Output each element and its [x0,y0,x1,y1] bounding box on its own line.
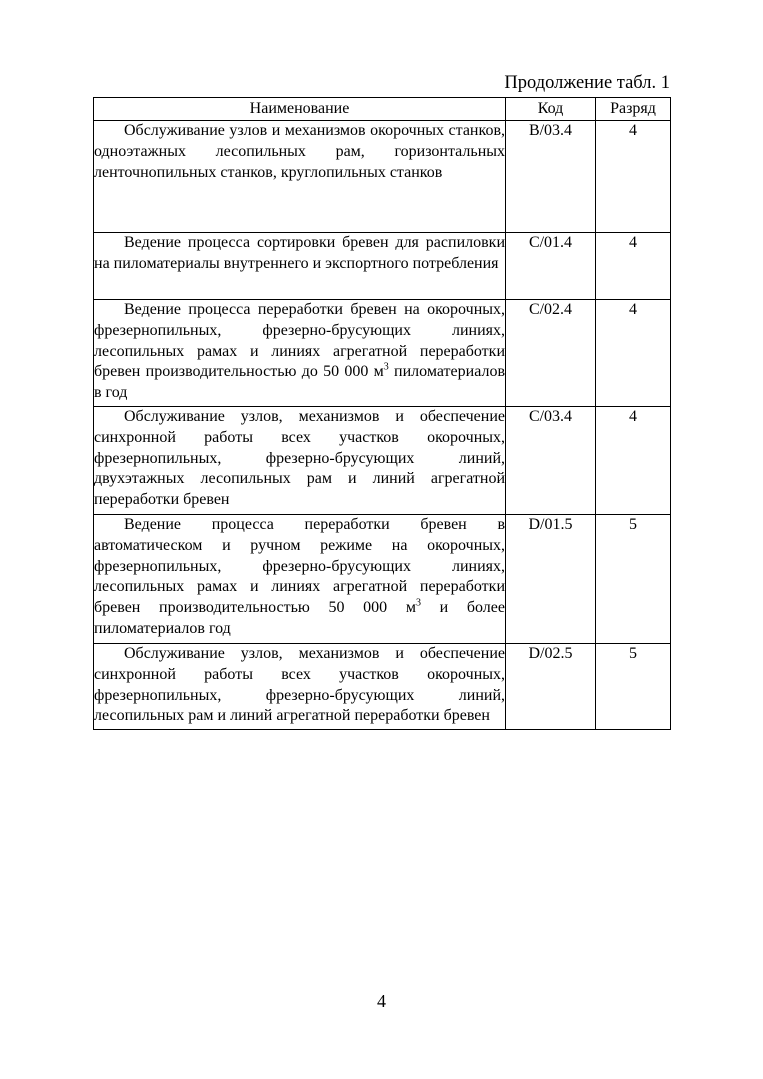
header-code: Код [506,98,596,121]
table-row [94,407,671,515]
table-row [94,121,671,233]
header-grade: Разряд [596,98,671,121]
table-caption: Продолжение табл. 1 [504,73,670,93]
row-code: D/02.5 [506,644,596,730]
qualification-table [93,97,671,730]
table-header-row [94,98,671,121]
row-grade: 4 [596,407,671,515]
row-grade: 5 [596,515,671,644]
row-name: Обслуживание узлов и механизмов окорочных станков, одноэтажных лесопильных рам, горизонтальных ленточнопильных станков, круглопильных станков [94,122,505,181]
row-code: C/01.4 [506,233,596,300]
row-name: Обслуживание узлов, механизмов и обеспечение синхронной работы всех участков окорочных, фрезернопильных, фрезерно-брусующих линий, лесопильных рам и линий агрегатной переработки бревен [94,645,505,725]
row-name: Обслуживание узлов, механизмов и обеспечение синхронной работы всех участков окорочных, фрезернопильных, фрезерно-брусующих линий, двухэтажных лесопильных рам и линий агрегатной переработки бревен [94,408,505,509]
row-grade: 4 [596,233,671,300]
row-code: D/01.5 [506,515,596,644]
row-grade: 5 [596,644,671,730]
row-name: Ведение процесса переработки бревен на окорочных, фрезернопильных, фрезерно-брусующих линиях, лесопильных рамах и линиях агрегатной переработки бревен производительностью до 50 000 $м^3$ пиломатериалов в год [94,301,505,402]
table-row [94,233,671,300]
row-grade: 4 [596,300,671,407]
row-grade: 4 [596,121,671,233]
header-name: Наименование [94,98,506,121]
table-row [94,300,671,407]
row-code: C/03.4 [506,407,596,515]
row-code: C/02.4 [506,300,596,407]
row-name: Ведение процесса переработки бревен в автоматическом и ручном режиме на окорочных, фрезернопильных, фрезерно-брусующих линиях, лесопильных рамах и линиях агрегатной переработки бревен производительностью 50 000 $м^3$ и более пиломатериалов год [94,516,505,637]
row-name: Ведение процесса сортировки бревен для распиловки на пиломатериалы внутреннего и экспортного потребления [94,234,505,272]
table-row [94,644,671,730]
page-number: 4 [377,991,386,1011]
table-row [94,515,671,644]
row-code: B/03.4 [506,121,596,233]
